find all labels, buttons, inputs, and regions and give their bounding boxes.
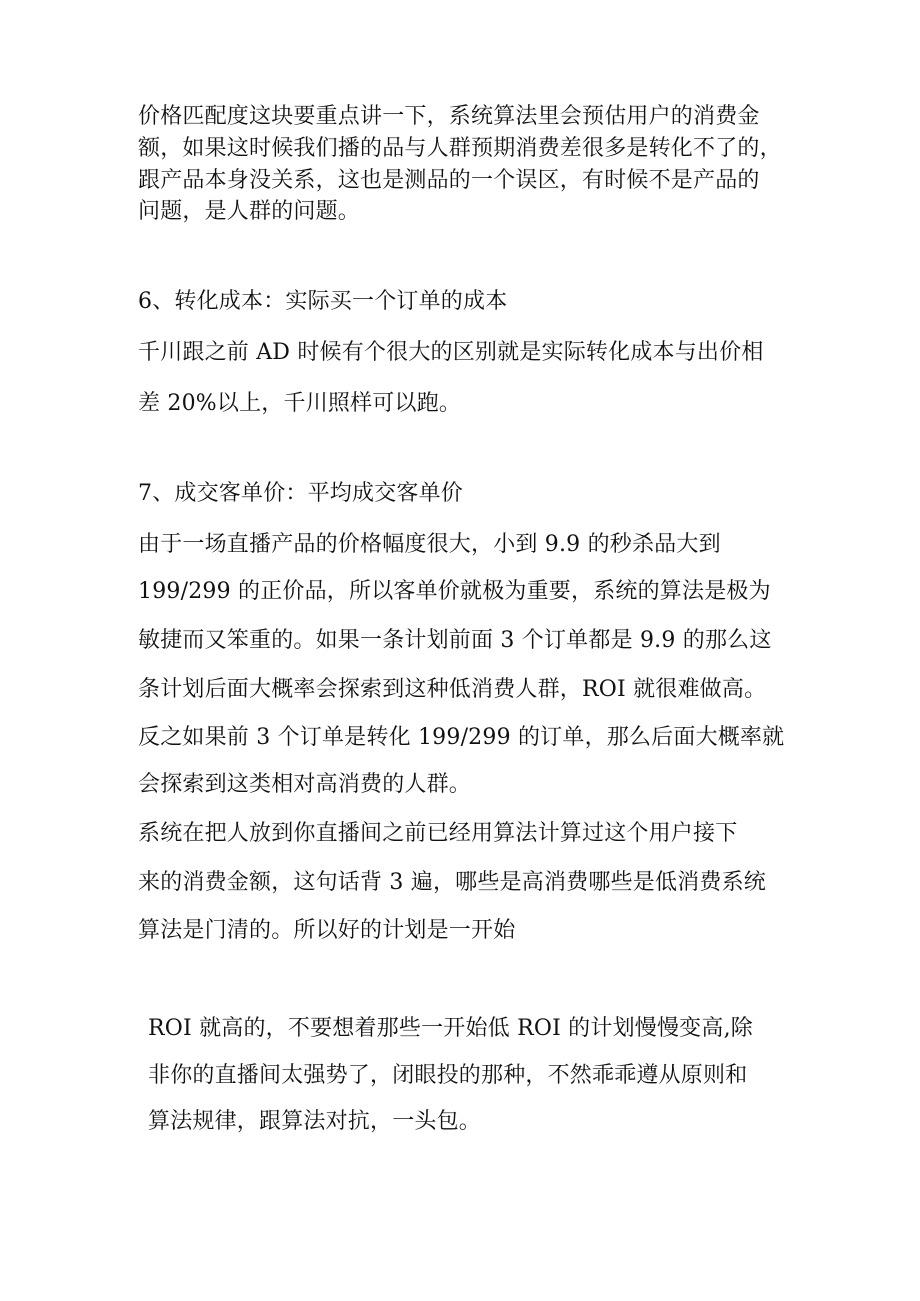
paragraph-line: 算法是门清的。所以好的计划是一开始 xyxy=(138,918,516,943)
paragraph-line: 跟产品本身没关系，这也是测品的一个误区，有时候不是产品的 xyxy=(138,168,760,193)
paragraph-line: 敏捷而又笨重的。如果一条计划前面 3 个订单都是 9.9 的那么这 xyxy=(138,628,772,653)
paragraph-line: 系统在把人放到你直播间之前已经用算法计算过这个用户接下 xyxy=(138,821,738,846)
paragraph-line: 额，如果这时候我们播的品与人群预期消费差很多是转化不了的， xyxy=(138,136,782,161)
paragraph-line: 差 20%以上，千川照样可以跑。 xyxy=(138,391,462,416)
paragraph-line: 由于一场直播产品的价格幅度很大，小到 9.9 的秒杀品大到 xyxy=(138,532,721,557)
paragraph-line: ROI 就高的，不要想着那些一开始低 ROI 的计划慢慢变高,除 xyxy=(148,1016,753,1041)
paragraph-line: 非你的直播间太强势了，闭眼投的那种，不然乖乖遵从原则和 xyxy=(148,1063,748,1088)
paragraph-line: 来的消费金额，这句话背 3 遍，哪些是高消费哪些是低消费系统 xyxy=(138,870,766,895)
paragraph-line: 反之如果前 3 个订单是转化 199/299 的订单，那么后面大概率就 xyxy=(138,725,785,750)
paragraph-line: 条计划后面大概率会探索到这种低消费人群，ROI 就很难做高。 xyxy=(138,677,767,702)
section-heading-6: 6、转化成本：实际买一个订单的成本 xyxy=(138,289,508,314)
paragraph-line: 千川跟之前 AD 时候有个很大的区别就是实际转化成本与出价相 xyxy=(138,340,764,365)
section-heading-7: 7、成交客单价：平均成交客单价 xyxy=(138,481,463,506)
paragraph-line: 问题，是人群的问题。 xyxy=(138,199,361,224)
paragraph-line: 会探索到这类相对高消费的人群。 xyxy=(138,772,472,797)
paragraph-line: 算法规律，跟算法对抗，一头包。 xyxy=(148,1109,482,1134)
paragraph-line: 199/299 的正价品，所以客单价就极为重要，系统的算法是极为 xyxy=(138,579,771,604)
paragraph-line: 价格匹配度这块要重点讲一下，系统算法里会预估用户的消费金 xyxy=(138,104,760,129)
